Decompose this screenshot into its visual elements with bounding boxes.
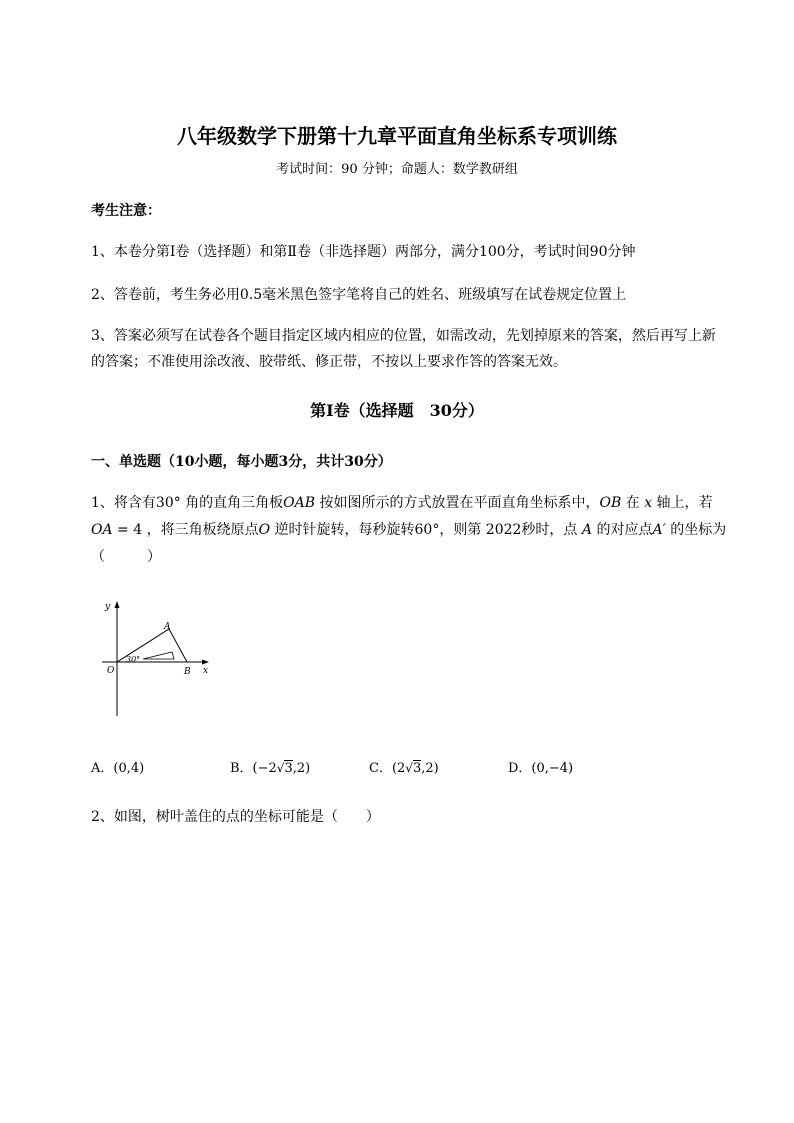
point-a-label: A [164,622,171,632]
q1-o: O [258,522,271,538]
section-title: 第Ⅰ卷（选择题 30分） [310,401,484,420]
q1-text-seg3: 在 [621,495,645,511]
q1-aprime: A′ [652,522,666,538]
option-a: A．(0,4) [91,761,145,776]
notice-item-2: 2、答卷前，考生务必用0.5毫米黑色签字笔将自己的姓名、班级填写在试卷规定位置上 [91,287,627,303]
sqrt-icon: √ [405,761,413,775]
option-d: D．(0,−4) [508,761,574,776]
sqrt-icon: √ [276,761,285,775]
point-b-label: B [184,667,191,677]
option-c-suffix: ,2) [421,761,439,776]
question-2: 2、如图，树叶盖住的点的坐标可能是（ ） [91,809,380,825]
notice-item-1: 1、本卷分第Ⅰ卷（选择题）和第Ⅱ卷（非选择题）两部分，满分100分，考试时间90分钟 [91,244,636,260]
q1-text-seg4: 轴上，若 [652,495,713,511]
notice-item-3-line-1: 3、答案必须写在试卷各个题目指定区域内相应的位置，如需改动，先划掉原来的答案，然后再写上新 [91,328,716,344]
y-axis-label: y [105,602,111,612]
q1-text-seg2: 按如图所示的方式放置在平面直角坐标系中， [315,495,600,511]
x-axis-arrow [202,660,209,665]
option-c-radicand: 3 [412,761,422,776]
q1-x: x [644,495,653,511]
q1-text-seg5: = 4 ，将三角板绕原点 [112,522,259,538]
q1-oa: OA [91,522,113,538]
question-1-line-1 [91,492,713,512]
q1-a: A [581,522,592,538]
q1-text-seg8: 的坐标为 [665,522,727,538]
triangle-inner-cutout [143,652,174,659]
q1-oab: OAB [283,495,316,511]
option-b-prefix: B．(−2 [230,761,277,776]
x-axis-label: x [203,666,209,676]
coordinate-figure [96,598,216,720]
exam-info: 考试时间：90 分钟；命题人：数学教研组 [276,162,518,177]
q1-text-seg7: 的对应点 [592,522,653,538]
option-c [369,757,439,776]
y-axis-arrow [115,601,120,608]
question-1-answer-blank: （ ） [91,549,161,565]
option-b [230,757,310,776]
q1-ob: OB [599,495,622,511]
page-title: 八年级数学下册第十九章平面直角坐标系专项训练 [177,124,617,148]
angle-label: 30° [126,655,141,664]
option-b-suffix: ,2) [292,761,311,776]
origin-label: O [107,666,115,676]
notice-heading: 考生注意： [91,203,161,219]
part-heading: 一、单选题（10小题，每小题3分，共计30分） [91,454,392,470]
notice-item-3-line-2: 的答案；不准使用涂改液、胶带纸、修正带，不按以上要求作答的答案无效。 [91,354,567,370]
option-b-radicand: 3 [284,761,293,776]
q1-text-seg6: 逆时针旋转，每秒旋转60°，则第 2022秒时，点 [270,522,582,538]
q1-text-seg1: 1、将含有30° 角的直角三角板 [91,495,284,511]
question-1-line-2 [91,519,726,539]
option-c-prefix: C．(2 [369,761,406,776]
